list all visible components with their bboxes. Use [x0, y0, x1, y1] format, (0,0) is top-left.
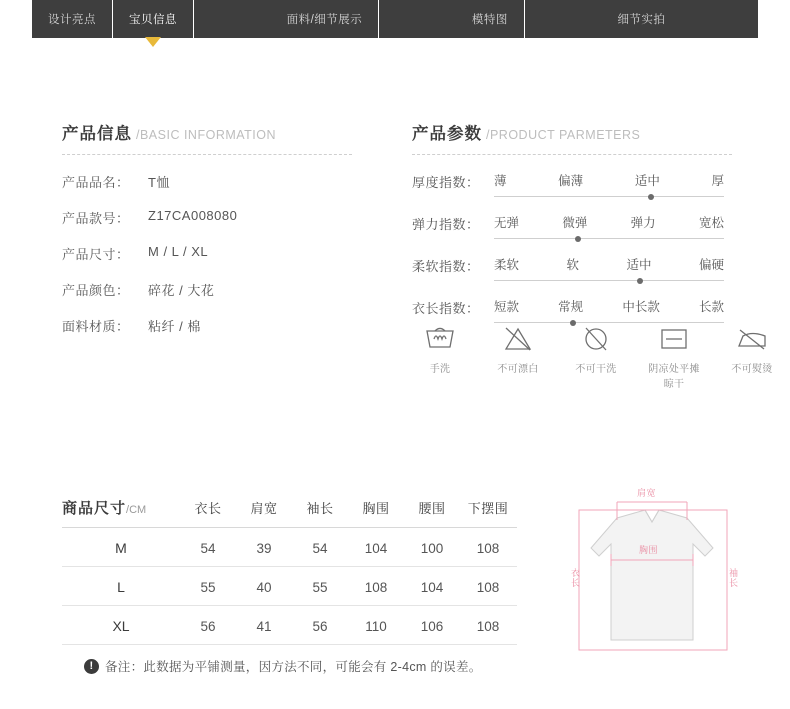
- info-row: [62, 172, 352, 191]
- size-table-header: [62, 497, 517, 528]
- size-cell: 40: [256, 580, 272, 595]
- size-cell: 56: [200, 619, 216, 634]
- param-option[interactable]: 无弹: [494, 216, 520, 230]
- size-cell: 39: [256, 541, 272, 556]
- size-table-title: [62, 497, 180, 518]
- nav-item-label: 设计亮点: [48, 14, 96, 26]
- no-dry-clean-icon: [566, 322, 626, 356]
- size-cell: 108: [476, 580, 500, 595]
- basic-information-section: [62, 120, 352, 335]
- flat-dry-shade-icon: [644, 322, 704, 356]
- info-value: M / L / XL: [148, 244, 209, 259]
- param-selected-dot: [648, 194, 654, 200]
- nav-item-3[interactable]: [456, 0, 524, 38]
- size-table-title-text: 商品尺寸: [62, 500, 127, 517]
- param-options: [494, 255, 724, 273]
- param-options: [494, 297, 724, 315]
- size-cell: 104: [420, 580, 444, 595]
- size-cell: 41: [256, 619, 272, 634]
- hand-wash-icon: [410, 322, 470, 356]
- nav-spacer: [194, 0, 271, 38]
- size-cell: 55: [200, 580, 216, 595]
- caret-down-icon: [145, 37, 161, 47]
- param-label: 衣长指数：: [412, 301, 480, 316]
- column-header: 袖长: [306, 501, 334, 516]
- basic-information-title-en: /BASIC INFORMATION: [136, 128, 277, 142]
- size-cell: 54: [200, 541, 216, 556]
- info-value: Z17CA008080: [148, 208, 238, 223]
- size-cell: 108: [476, 541, 500, 556]
- param-label: 柔软指数：: [412, 259, 480, 274]
- exclamation-icon: !: [84, 659, 99, 674]
- nav-edge-left: [0, 0, 32, 38]
- param-option[interactable]: 中长款: [622, 300, 660, 314]
- param-option[interactable]: 长款: [698, 300, 724, 314]
- info-label: 产品颜色：: [62, 283, 130, 298]
- diagram-label-length: 衣长: [571, 568, 581, 588]
- size-cell: 54: [312, 541, 328, 556]
- nav-item-label: 宝贝信息: [129, 14, 177, 26]
- care-item-no-iron: [722, 322, 782, 390]
- param-scale: [494, 171, 724, 197]
- care-caption: 不可漂白: [497, 364, 539, 375]
- column-header: 胸围: [362, 501, 390, 516]
- info-value: 碎花 / 大花: [148, 283, 215, 298]
- size-name: L: [117, 579, 125, 595]
- info-row: [62, 244, 352, 263]
- info-value: T恤: [148, 175, 170, 190]
- no-bleach-icon: [488, 322, 548, 356]
- param-option[interactable]: 弹力: [630, 216, 656, 230]
- nav-item-label: 细节实拍: [617, 14, 666, 26]
- size-cell: 56: [312, 619, 328, 634]
- param-label: 厚度指数：: [412, 175, 480, 190]
- param-option[interactable]: 偏硬: [698, 258, 724, 272]
- product-parameters-divider: [412, 154, 732, 155]
- info-row: [62, 316, 352, 335]
- product-parameters-title-zh: 产品参数: [412, 125, 482, 143]
- param-scale: [494, 213, 724, 239]
- size-name: XL: [112, 618, 130, 634]
- care-item-hand-wash: [410, 322, 470, 390]
- table-row: [62, 606, 517, 645]
- column-header: 衣长: [194, 501, 222, 516]
- nav-item-4[interactable]: [601, 0, 681, 38]
- param-row-length: [412, 297, 732, 323]
- diagram-label-sleeve: 袖长: [729, 568, 739, 588]
- nav-item-label: 面料/细节展示: [286, 14, 363, 26]
- size-cell: 100: [420, 541, 444, 556]
- product-parameters-section: [412, 120, 732, 323]
- table-row: [62, 528, 517, 567]
- param-selected-dot: [575, 236, 581, 242]
- size-table: [62, 497, 517, 675]
- size-cell: 55: [312, 580, 328, 595]
- basic-information-divider: [62, 154, 352, 155]
- info-label: 面料材质：: [62, 319, 130, 334]
- nav-item-label: 模特图: [471, 14, 508, 26]
- nav-spacer: [379, 0, 456, 38]
- param-options: [494, 171, 724, 189]
- param-option[interactable]: 偏薄: [558, 174, 584, 188]
- param-option[interactable]: 适中: [634, 174, 660, 188]
- nav-item-0[interactable]: [32, 0, 112, 38]
- param-option[interactable]: 薄: [494, 174, 507, 188]
- nav-bar: [32, 0, 758, 38]
- nav-edge-right: [758, 0, 790, 38]
- param-option[interactable]: 常规: [558, 300, 584, 314]
- top-navigation: [0, 0, 790, 38]
- param-option[interactable]: 柔软: [494, 258, 520, 272]
- care-item-no-bleach: [488, 322, 548, 390]
- column-header: 肩宽: [250, 501, 278, 516]
- param-row-thickness: [412, 171, 732, 197]
- care-caption: 手洗: [429, 364, 451, 375]
- param-option[interactable]: 适中: [626, 258, 652, 272]
- param-options: [494, 213, 724, 231]
- care-caption: 不可熨烫: [731, 364, 773, 375]
- size-table-unit: /CM: [126, 504, 147, 516]
- info-label: 产品品名：: [62, 175, 130, 190]
- product-parameters-title-en: /PRODUCT PARMETERS: [486, 128, 641, 142]
- size-note: [62, 657, 517, 675]
- size-name: M: [115, 540, 127, 556]
- param-row-elasticity: [412, 213, 732, 239]
- param-option[interactable]: 微弹: [562, 216, 588, 230]
- basic-information-title: [62, 120, 352, 144]
- param-track: [494, 238, 724, 239]
- garment-measurement-diagram: [545, 490, 760, 675]
- care-item-no-dry-clean: [566, 322, 626, 390]
- param-track: [494, 196, 724, 197]
- care-item-flat-dry-shade: [644, 322, 704, 390]
- diagram-label-chest: 胸围: [639, 545, 659, 555]
- info-row: [62, 208, 352, 227]
- size-cell: 106: [420, 619, 444, 634]
- size-note-text: 备注：此数据为平铺测量，因方法不同，可能会有 2-4cm 的误差。: [105, 660, 482, 674]
- size-cell: 108: [364, 580, 388, 595]
- param-label: 弹力指数：: [412, 217, 480, 232]
- no-iron-icon: [722, 322, 782, 356]
- param-row-softness: [412, 255, 732, 281]
- param-option[interactable]: 短款: [494, 300, 520, 314]
- size-cell: 108: [476, 619, 500, 634]
- info-label: 产品款号：: [62, 211, 130, 226]
- info-label: 产品尺寸：: [62, 247, 130, 262]
- param-scale: [494, 297, 724, 323]
- param-track: [494, 280, 724, 281]
- size-cell: 104: [364, 541, 388, 556]
- param-option[interactable]: 宽松: [698, 216, 724, 230]
- care-instructions: [410, 322, 782, 390]
- info-row: [62, 280, 352, 299]
- product-parameters-title: [412, 120, 732, 144]
- column-header: 下摆围: [467, 501, 509, 516]
- nav-spacer: [681, 0, 758, 38]
- column-header: 腰围: [418, 501, 446, 516]
- param-selected-dot: [637, 278, 643, 284]
- nav-item-1[interactable]: [113, 0, 193, 38]
- param-scale: [494, 255, 724, 281]
- param-option[interactable]: 厚: [711, 174, 724, 188]
- info-value: 粘纤 / 棉: [148, 319, 201, 334]
- care-caption: 阴凉处平摊晾干: [648, 364, 700, 390]
- nav-item-2[interactable]: [271, 0, 379, 38]
- care-caption: 不可干洗: [575, 364, 617, 375]
- diagram-label-shoulder: 肩宽: [637, 488, 657, 498]
- size-cell: 110: [365, 619, 387, 634]
- table-row: [62, 567, 517, 606]
- basic-information-title-zh: 产品信息: [62, 125, 132, 143]
- nav-spacer: [525, 0, 602, 38]
- param-option[interactable]: 软: [566, 258, 579, 272]
